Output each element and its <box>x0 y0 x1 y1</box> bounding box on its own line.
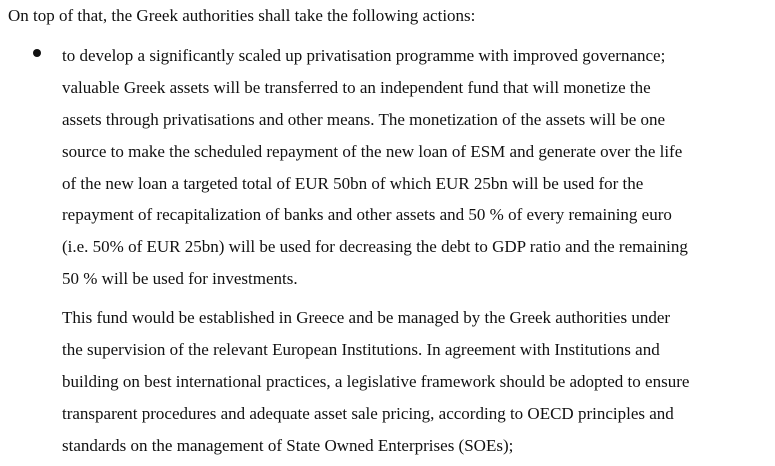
bullet-line: assets through privatisations and other means. The monetization of the assets will be one <box>62 109 666 129</box>
paragraph-line: the supervision of the relevant European Institutions. In agreement with Institutions and <box>62 339 660 359</box>
paragraph-line: building on best international practices, a legislative framework should be adopted to ensure <box>62 371 690 391</box>
paragraph-line: transparent procedures and adequate asset sale pricing, according to OECD principles and <box>62 403 674 423</box>
fund-governance-paragraph <box>62 302 772 461</box>
bullet-line: to develop a significantly scaled up privatisation programme with improved governance; <box>62 46 666 65</box>
bullet-line: source to make the scheduled repayment of the new loan of ESM and generate over the life <box>62 141 683 161</box>
bullet-icon <box>33 49 41 57</box>
bullet-line: valuable Greek assets will be transferred to an independent fund that will monetize the <box>62 77 651 97</box>
bullet-item-privatisation <box>62 40 772 295</box>
paragraph-line: This fund would be established in Greece and be managed by the Greek authorities under <box>62 308 671 327</box>
paragraph-line: standards on the management of State Owned Enterprises (SOEs); <box>62 435 514 455</box>
bullet-line: repayment of recapitalization of banks and other assets and 50 % of every remaining euro <box>62 205 672 225</box>
bullet-line: (i.e. 50% of EUR 25bn) will be used for decreasing the debt to GDP ratio and the remaining <box>62 237 688 257</box>
bullet-line: of the new loan a targeted total of EUR 50bn of which EUR 25bn will be used for the <box>62 173 644 193</box>
bullet-line: 50 % will be used for investments. <box>62 269 298 289</box>
intro-sentence: On top of that, the Greek authorities shall take the following actions: <box>8 6 476 25</box>
